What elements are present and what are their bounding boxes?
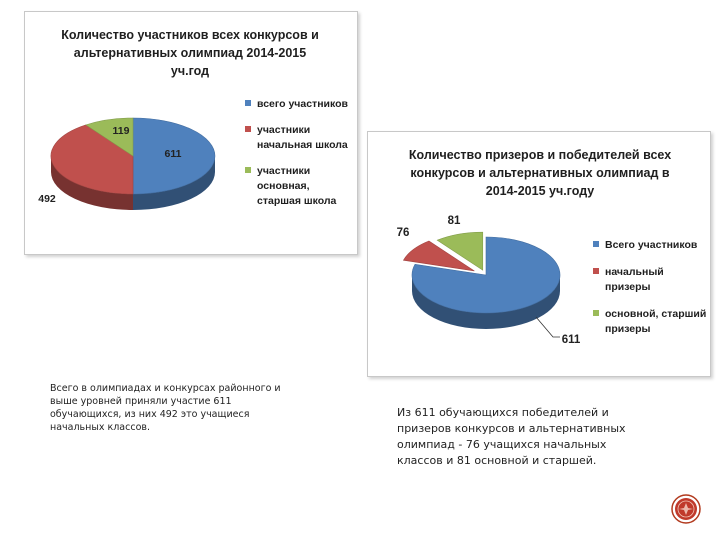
legend-label-line: всего участников (257, 98, 348, 110)
legend-swatch (593, 241, 599, 247)
caption-right-line: призеров конкурсов и альтернативных (397, 422, 626, 435)
legend-label (605, 239, 698, 251)
data-label: 611 (561, 334, 581, 346)
legend-swatch (593, 310, 599, 316)
chart-1-frame (24, 11, 358, 255)
chart-title-line: уч.год (170, 64, 210, 78)
legend-label-line: начальная школа (257, 139, 348, 151)
data-label: 492 (38, 193, 56, 205)
data-label: 76 (396, 227, 410, 239)
legend-entry-2 (593, 266, 664, 293)
caption-left-line: выше уровней приняли участие 611 (50, 396, 232, 407)
chart-title-line: 2014-2015 уч.году (485, 184, 595, 198)
data-label-leader (536, 317, 560, 337)
legend-swatch (593, 268, 599, 274)
data-label: 119 (112, 125, 130, 137)
caption-left-line: Всего в олимпиадах и конкурсах районного и (50, 383, 281, 394)
chart-title-line: Количество призеров и победителей всех (408, 148, 672, 162)
legend-label (257, 124, 348, 151)
legend-entry-3 (593, 308, 706, 335)
data-label: 81 (447, 215, 461, 227)
chart-2-frame (367, 131, 711, 377)
data-label: 611 (164, 148, 182, 160)
caption-left-line: обучающихся, из них 492 это учащиеся (50, 409, 250, 420)
caption-right-line: классов и 81 основной и старшей. (397, 454, 597, 467)
legend-entry-1 (593, 239, 698, 251)
legend-label-line: участники (257, 165, 311, 177)
legend-swatch (245, 126, 251, 132)
legend-entry-2 (245, 124, 348, 151)
legend-label-line: призеры (605, 323, 651, 335)
legend-label-line: призеры (605, 281, 651, 293)
chart-title-line: альтернативных олимпиад 2014-2015 (73, 46, 307, 60)
chart-1-title (61, 28, 319, 78)
legend-label-line: основная, (257, 180, 310, 192)
legend-label-line: основной, старший (605, 308, 707, 320)
chart-1 (25, 12, 357, 254)
chart-2 (368, 132, 710, 376)
legend-label (257, 98, 349, 110)
caption-right-line: Из 611 обучающихся победителей и (397, 406, 609, 419)
legend-swatch (245, 100, 251, 106)
caption-left (50, 382, 320, 434)
legend-label (605, 266, 664, 293)
seal-emblem-icon (671, 494, 701, 524)
chart-title-line: Количество участников всех конкурсов и (61, 28, 319, 42)
legend-label-line: Всего участников (605, 239, 698, 251)
legend-swatch (245, 167, 251, 173)
caption-right-line: олимпиад - 76 учащихся начальных (397, 438, 607, 451)
legend-label-line: начальный (605, 266, 664, 278)
legend-label (257, 165, 337, 207)
legend-entry-1 (245, 98, 349, 110)
legend-label-line: старшая школа (257, 195, 337, 207)
legend-entry-3 (245, 165, 337, 207)
caption-left-line: начальных классов. (50, 422, 151, 433)
pie-slice-1 (133, 118, 215, 210)
caption-right (397, 405, 667, 469)
legend-label-line: участники (257, 124, 311, 136)
chart-2-title (409, 148, 671, 198)
legend-label (605, 308, 706, 335)
chart-title-line: конкурсов и альтернативных олимпиад в (410, 166, 670, 180)
